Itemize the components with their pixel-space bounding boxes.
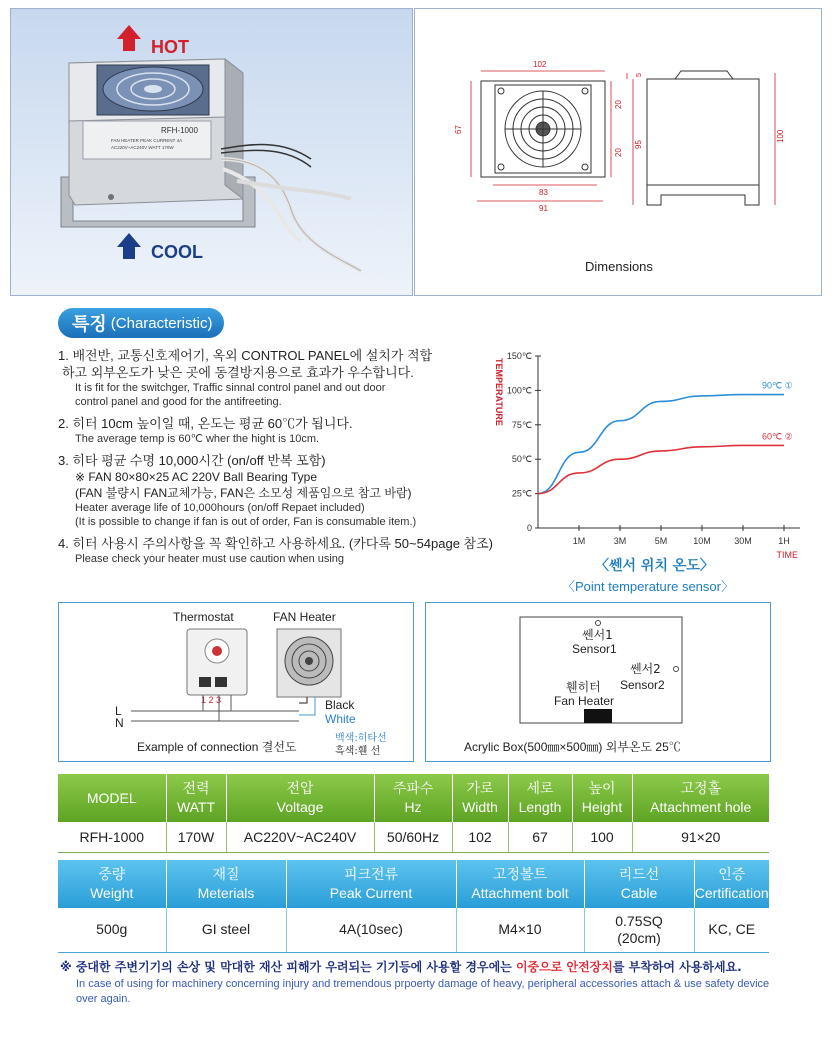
terminal-numbers: 1 2 3 <box>201 695 222 705</box>
chart-x-tick-label: 30M <box>734 536 752 546</box>
spec-table-2-header <box>58 860 769 908</box>
col-width: 가로 Width <box>452 774 508 822</box>
white-wire-label: White <box>325 712 356 726</box>
cell-certification: KC, CE <box>694 908 769 952</box>
chart-y-tick-label: 0 <box>526 523 532 533</box>
col-height: 높이 Height <box>572 774 632 822</box>
feature-3-line1: 3. 히타 평균 수명 10,000시간 (on/off 반복 포함) <box>58 453 326 468</box>
feature-3-sub1: ※ FAN 80×80×25 AC 220V Ball Bearing Type <box>75 470 317 484</box>
col-weight: 중량 Weight <box>58 860 166 908</box>
notice-en: In case of using for machinery concerning injury and tremendous prpoerty damage of heavy, peripheral accessories attach & use safety device over again. <box>76 978 770 1005</box>
sensor-caption: Acrylic Box(500㎜×500㎜) 외부온도 25℃ <box>464 740 681 754</box>
spec-table-1-header <box>58 774 769 822</box>
feature-1 <box>58 347 498 409</box>
cell-watt: 170W <box>166 822 226 852</box>
col-certification: 인증 Certification <box>694 860 769 908</box>
dim-outer: 91 <box>539 204 548 213</box>
connection-caption: Example of connection 결선도 <box>137 740 297 754</box>
cell-hz: 50/60Hz <box>374 822 452 852</box>
dimensions-panel <box>414 8 822 296</box>
cell-length: 67 <box>508 822 572 852</box>
dim-inner: 83 <box>539 188 548 197</box>
notice-kr-highlight: 이중으로 안전장치 <box>515 960 613 974</box>
chart-series-label: 90℃ ① <box>762 380 793 391</box>
feature-2-line1: 2. 히터 10cm 높이일 때, 온도는 평균 60℃가 됩니다. <box>58 416 353 431</box>
connection-legend-white: 백색:히타선 <box>335 733 387 744</box>
cell-width: 102 <box>452 822 508 852</box>
chart-y-tick-label: 25℃ <box>511 488 532 499</box>
characteristic-heading <box>58 308 224 338</box>
table-row <box>58 822 769 852</box>
feature-1-en2: control panel and good for the antifreeting. <box>75 396 282 408</box>
feature-1-line2: 하고 외부온도가 낮은 곳에 동결방지용으로 효과가 우수합니다. <box>62 365 414 380</box>
chart-series-line <box>538 395 784 494</box>
chart-x-tick-label: 1H <box>778 536 790 546</box>
cell-materials: GI steel <box>166 908 286 952</box>
col-length: 세로 Length <box>508 774 572 822</box>
hot-label: HOT <box>151 37 189 57</box>
feature-2-en1: The average temp is 60℃ wher the hight is 10cm. <box>75 433 320 445</box>
heater-kr: 휀히터 <box>566 680 601 694</box>
sensor2-en: Sensor2 <box>620 678 665 692</box>
chart-y-tick-label: 150℃ <box>506 351 532 361</box>
col-peak-current: 피크전류 Peak Current <box>286 860 456 908</box>
thermostat-label: Thermostat <box>173 610 234 624</box>
feature-3-en1: Heater average life of 10,000hours (on/off Repaet included) <box>75 502 365 514</box>
line-L-label: L <box>115 704 122 718</box>
cell-weight: 500g <box>58 908 166 952</box>
svg-text:FAN HEATER PEAK CURRENT 4A: FAN HEATER PEAK CURRENT 4A <box>111 138 183 143</box>
dim-lower: 20 <box>614 148 623 157</box>
col-watt: 전력 WATT <box>166 774 226 822</box>
svg-text:RFH-1000: RFH-1000 <box>161 126 198 135</box>
dim-side-top: 5 <box>636 73 643 77</box>
feature-1-en1: It is fit for the switchger, Traffic sinnal control panel and out door <box>75 382 386 394</box>
col-materials: 재질 Meterials <box>166 860 286 908</box>
feature-4-line1: 4. 히터 사용시 주의사항을 꼭 확인하고 사용하세요. (카다록 50~54page 참조) <box>58 536 494 551</box>
col-hz: 주파수 Hz <box>374 774 452 822</box>
connection-legend-black: 흑색:휀 선 <box>335 746 381 757</box>
dimensions-caption: Dimensions <box>585 259 653 274</box>
col-attachment-bolt: 고정볼트 Attachment bolt <box>456 860 584 908</box>
feature-2 <box>58 415 498 446</box>
chart-caption-kr: 〈쎈서 위치 온도〉 <box>595 558 714 574</box>
feature-4 <box>58 535 498 566</box>
chart-x-tick-label: 3M <box>613 536 627 546</box>
col-voltage: 전압 Voltage <box>226 774 374 822</box>
hot-arrow-icon <box>117 25 141 51</box>
characteristic-heading-kr: 특징 <box>72 314 107 335</box>
feature-1-line1: 1. 배전반, 교통신호제어기, 옥외 CONTROL PANEL에 설치가 적합 <box>58 348 433 363</box>
dimension-drawing <box>415 9 823 249</box>
sensor1-kr: 쎈서1 <box>582 628 613 642</box>
cell-attachment-bolt: M4×10 <box>456 908 584 952</box>
sensor2-kr: 쎈서2 <box>630 662 661 676</box>
product-photo-panel <box>10 8 413 296</box>
chart-x-tick-label: 10M <box>693 536 711 546</box>
chart-y-tick-label: 75℃ <box>511 419 532 430</box>
dim-side-mid: 95 <box>634 140 643 149</box>
col-model: MODEL <box>58 774 166 822</box>
dim-width-top: 102 <box>533 60 547 69</box>
spec-table-1 <box>58 774 769 853</box>
dim-height-left: 67 <box>454 125 463 134</box>
temperature-chart-svg <box>482 348 822 558</box>
chart-y-tick-label: 100℃ <box>506 385 532 396</box>
characteristic-heading-en: (Characteristic) <box>110 314 213 332</box>
dim-upper: 20 <box>614 100 623 109</box>
table-row <box>58 908 769 952</box>
sensor1-en: Sensor1 <box>572 642 617 656</box>
col-cable: 리드선 Cable <box>584 860 694 908</box>
cell-voltage: AC220V~AC240V <box>226 822 374 852</box>
feature-4-en1: Please check your heater must use caution when using <box>75 553 345 565</box>
line-N-label: N <box>115 716 124 730</box>
feature-list <box>58 347 498 572</box>
fan-heater-photo <box>11 9 414 297</box>
chart-x-axis-label: TIME <box>776 550 798 558</box>
chart-y-axis-label: TEMPERATURE <box>494 358 504 426</box>
feature-3-en2: (It is possible to change if fan is out of order, Fan is consumable item.) <box>75 516 417 528</box>
notice-kr-part1: ※ 중대한 주변기기의 손상 및 막대한 재산 피해가 우려되는 기기등에 사용할 경우에는 <box>60 960 516 974</box>
cell-model: RFH-1000 <box>58 822 166 852</box>
cool-arrow-icon <box>117 233 141 259</box>
dim-side-total: 100 <box>776 129 785 143</box>
sensor-diagram <box>425 602 771 762</box>
chart-caption-en: 〈Point temperature sensor〉 <box>562 579 734 594</box>
spec-table-2 <box>58 860 769 953</box>
cell-cable <box>584 908 694 952</box>
cell-cable-length: (20cm) <box>617 929 661 946</box>
fan-heater-label: FAN Heater <box>273 610 336 624</box>
black-wire-label: Black <box>325 698 355 712</box>
notice-kr-part2: 를 부착하여 사용하세요. <box>612 960 742 974</box>
chart-x-tick-label: 5M <box>654 536 668 546</box>
chart-y-tick-label: 50℃ <box>511 454 532 465</box>
notice-kr <box>60 958 742 975</box>
heater-block <box>584 709 612 723</box>
sensor-svg <box>426 603 772 763</box>
cell-peak-current: 4A(10sec) <box>286 908 456 952</box>
feature-3 <box>58 452 498 529</box>
cell-height: 100 <box>572 822 632 852</box>
cell-cable-value: 0.75SQ <box>615 912 663 929</box>
chart-series-label: 60℃ ② <box>762 431 793 442</box>
col-attachment-hole: 고정홀 Attachment hole <box>632 774 769 822</box>
chart-x-tick-label: 1M <box>572 536 586 546</box>
heater-en: Fan Heater <box>554 694 615 708</box>
svg-text:AC220V~AC240V WATT 170W: AC220V~AC240V WATT 170W <box>111 145 174 150</box>
cool-label: COOL <box>151 242 203 262</box>
connection-svg <box>59 603 415 763</box>
feature-3-sub2: (FAN 불량시 FAN교체가능, FAN은 소모성 제품임으로 참고 바람) <box>75 486 412 500</box>
connection-diagram <box>58 602 414 762</box>
cell-attachment-hole: 91×20 <box>632 822 769 852</box>
